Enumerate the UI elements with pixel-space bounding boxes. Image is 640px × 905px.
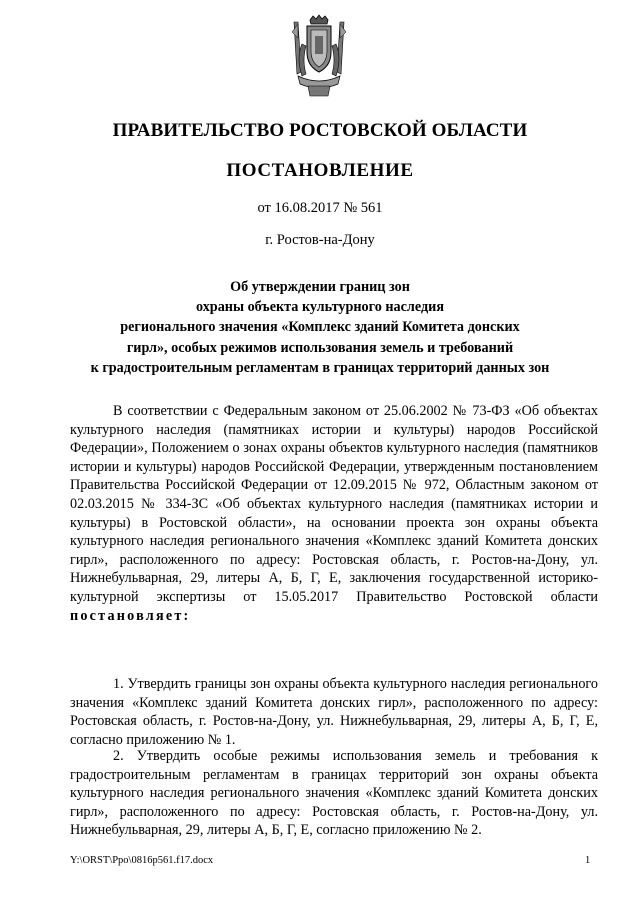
subject-line: гирл», особых режимов использования земель и требований xyxy=(126,339,514,356)
document-type-title: ПОСТАНОВЛЕНИЕ xyxy=(226,160,414,181)
organization-title: ПРАВИТЕЛЬСТВО РОСТОВСКОЙ ОБЛАСТИ xyxy=(112,120,528,141)
subject-line: к градостроительным регламентам в границах территорий данных зон xyxy=(90,359,550,376)
preamble-text: В соответствии с Федеральным законом от 25.06.2002 № 73-ФЗ «Об объектах культурного наследия (памятниках истории и культуры) народов Российской Федерации», Положением о зонах охраны объектов культурного наследия (памятников истории и культуры) народов Российской Федерации, утвержденным постановлением Правительства Российской Федерации от 12.09.2015 № 972, Областным законом от 02.03.2015 № 334-ЗС «Об объектах культурного наследия (памятниках истории и культуры) в Ростовской области», на основании проекта зон охраны объекта культурного наследия регионального значения «Комплекс зданий Комитета донских гирл», расположенного по адресу: Ростовская область, г. Ростов-на-Дону, ул. Нижнебульварная, 29, литеры А, Б, Г, Е, заключения государственной историко-культурной экспертизы от 15.05.2017 Правительство Ростовской области xyxy=(70,403,598,605)
resolution-item-text: 1. Утвердить границы зон охраны объекта культурного наследия регионального значения «Комплекс зданий Комитета донских гирл», расположенного по адресу: Ростовская область, г. Ростов-на-Дону, ул. Нижнебульварная, 29, литеры А, Б, Г, Е, согласно приложению № 1. xyxy=(70,676,598,748)
document-date-number: от 16.08.2017 № 561 xyxy=(257,200,383,216)
subject-line: регионального значения «Комплекс зданий Комитета донских xyxy=(120,319,520,336)
footer-page-number: 1 xyxy=(585,855,591,866)
resolution-item-1 xyxy=(70,675,598,749)
resolves-word: постановляет: xyxy=(70,607,191,624)
footer-file-path: Y:\ORST\Ppo\0816p561.f17.docx xyxy=(70,855,214,866)
resolution-item-text: 2. Утвердить особые режимы использования земель и требования к градостроительным регламентам в границах территорий зон охраны объекта культурного наследия регионального значения «Комплекс зданий Комитета донских гирл», расположенного по адресу: Ростовская область, г. Ростов-на-Дону, ул. Нижнебульварная, 29, литеры А, Б, Г, Е, согласно приложению № 2. xyxy=(70,748,598,839)
preamble-paragraph xyxy=(70,402,598,625)
resolution-item-2 xyxy=(70,747,598,840)
document-city: г. Ростов-на-Дону xyxy=(265,232,375,248)
document-subject xyxy=(0,277,640,378)
subject-line: Об утверждении границ зон xyxy=(230,279,410,295)
subject-line: охраны объекта культурного наследия xyxy=(195,299,445,316)
rostov-oblast-coat-of-arms-icon xyxy=(288,14,350,100)
